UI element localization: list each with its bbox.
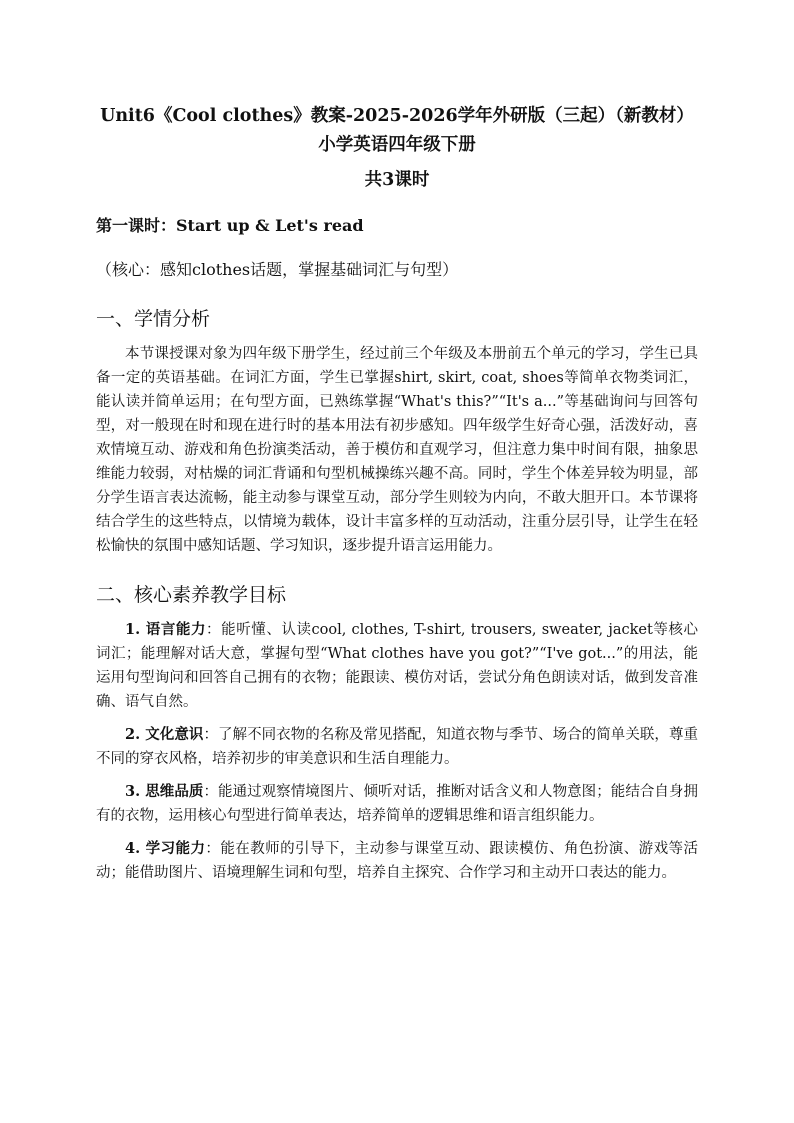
goal-label: 1. 语言能力 <box>125 621 207 638</box>
goal-label: 4. 学习能力 <box>125 840 206 857</box>
document-body <box>96 102 698 894</box>
goal-text: ：能听懂、认读cool, clothes, T-shirt, trousers, sweater, jacket等核心词汇；能理解对话大意，掌握句型“What clothes have you got?”“I've got...”的用法，能运用句型询问和回答自己拥有的衣物；能跟读、模仿对话，尝试分角色朗读对话，做到发音准确、语气自然。 <box>96 622 698 710</box>
learner-analysis-paragraph: 本节课授课对象为四年级下册学生，经过前三个年级及本册前五个单元的学习，学生已具备一定的英语基础。在词汇方面，学生已掌握shirt, skirt, coat, shoes等简单衣物类词汇，能认读并简单运用；在句型方面，已熟练掌握“What's this?”“It's a...”等基础询问与回答句型，对一般现在时和现在进行时的基本用法有初步感知。四年级学生好奇心强，活泼好动，喜欢情境互动、游戏和角色扮演类活动，善于模仿和直观学习，但注意力集中时间有限，抽象思维能力较弱，对枯燥的词汇背诵和句型机械操练兴趣不高。同时，学生个体差异较为明显，部分学生语言表达流畅，能主动参与课堂互动，部分学生则较为内向，不敢大胆开口。本节课将结合学生的这些特点，以情境为载体，设计丰富多样的互动活动，注重分层引导，让学生在轻松愉快的氛围中感知话题、学习知识，逐步提升语言运用能力。 <box>96 346 698 554</box>
section-heading-learner-analysis: 一、学情分析 <box>96 308 211 330</box>
lesson-heading: 第一课时：Start up & Let's read <box>96 216 364 235</box>
goal-cultural-awareness <box>96 723 698 771</box>
goal-label: 2. 文化意识 <box>125 726 204 743</box>
goal-text: ：能在教师的引导下，主动参与课堂互动、跟读模仿、角色扮演、游戏等活动；能借助图片、语境理解生词和句型，培养自主探究、合作学习和主动开口表达的能力。 <box>96 841 698 881</box>
document-title: Unit6《Cool clothes》教案-2025-2026学年外研版（三起）（新教材）小学英语四年级下册 <box>100 106 694 155</box>
goal-text: ：能通过观察情境图片、倾听对话，推断对话含义和人物意图；能结合自身拥有的衣物，运用核心句型进行简单表达，培养简单的逻辑思维和语言组织能力。 <box>96 784 699 824</box>
goal-text: ：了解不同衣物的名称及常见搭配，知道衣物与季节、场合的简单关联，尊重不同的穿衣风格，培养初步的审美意识和生活自理能力。 <box>96 727 699 767</box>
goal-language-ability <box>96 618 698 714</box>
goal-learning-ability <box>96 837 698 885</box>
goal-label: 3. 思维品质 <box>125 783 204 800</box>
document-subtitle: 共3课时 <box>364 170 430 190</box>
goal-thinking-quality <box>96 780 698 828</box>
section-heading-teaching-goals: 二、核心素养教学目标 <box>96 584 287 606</box>
core-note: （核心：感知clothes话题，掌握基础词汇与句型） <box>96 260 459 279</box>
